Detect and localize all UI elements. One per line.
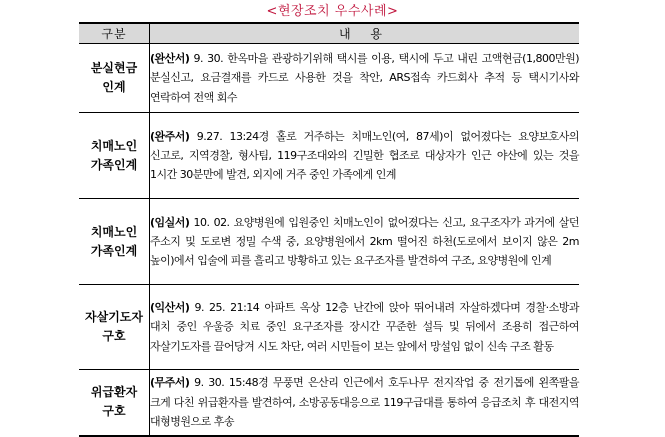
case-description: 9. 30. 15:48경 무풍면 은산리 인근에서 호두나무 전지작업 중 전기톱에 왼쪽팔을 크게 다친 위급환자를 발견하여, 소방공동대응으로 119구급대를 통하여 응급조치 후 대전지역 대형병원으로 후송 bbox=[150, 376, 579, 428]
row-category bbox=[79, 113, 150, 199]
case-description: 9.27. 13:24경 홀로 거주하는 치매노인(여, 87세)이 없어졌다는 요양보호사의 신고로, 지역경찰, 형사팀, 119구조대와의 긴밀한 협조로 대상자가 인근 야산에 있는 것을 1시간 30분만에 발견, 외지에 거주 중인 가족에게 인계 bbox=[150, 129, 579, 182]
column-header-category: 구분 bbox=[79, 23, 150, 44]
category-line: 가족인계 bbox=[90, 243, 138, 258]
category-line: 치매노인 bbox=[90, 138, 138, 153]
category-line: 인계 bbox=[102, 80, 126, 94]
table-row bbox=[79, 44, 579, 113]
police-office-label: (무주서) bbox=[150, 376, 190, 390]
police-office-label: (임실서) bbox=[150, 215, 190, 229]
category-line: 구호 bbox=[102, 329, 126, 343]
table-row bbox=[79, 199, 579, 285]
case-description: 9. 25. 21:14 아파트 옥상 12층 난간에 앉아 뛰어내려 자살하겠다며 경찰·소방과 대치 중인 우울증 치료 중인 요구조자를 장시간 꾸준한 설득 및 뒤에서 조용히 접근하여 자살기도자를 끌어당겨 시도 차단, 여러 시민들이 보는 앞에서 망설임 없이 신속 구조 활동 bbox=[150, 301, 579, 353]
row-category bbox=[79, 370, 150, 436]
table-row bbox=[79, 285, 579, 370]
table-header-row bbox=[79, 23, 579, 44]
category-line: 분실현금 bbox=[90, 61, 138, 75]
row-content bbox=[150, 285, 580, 370]
row-content bbox=[150, 199, 580, 285]
case-description: 10. 02. 요양병원에 입원중인 치매노인이 없어졌다는 신고, 요구조자가 과거에 살던 주소지 및 도로변 정밀 수색 중, 요양병원에서 2km 떨어진 하천(도로에서 보이지 않은 2m 높이)에서 입술에 피를 흘리고 방황하고 있는 요구조자를 발견하여 구조, 요양병원에 인계 bbox=[150, 215, 579, 268]
row-category bbox=[79, 285, 150, 370]
category-line: 구호 bbox=[102, 404, 126, 419]
category-line: 자살기도자 bbox=[85, 310, 143, 324]
row-category bbox=[79, 44, 150, 113]
table-row bbox=[79, 113, 579, 199]
row-content bbox=[150, 44, 580, 113]
page-title: <현장조치 우수사례> bbox=[266, 4, 399, 19]
column-header-content: 내 용 bbox=[150, 23, 580, 44]
best-practice-table bbox=[79, 22, 579, 437]
category-line: 위급환자 bbox=[90, 385, 138, 400]
row-category bbox=[79, 199, 150, 285]
category-line: 치매노인 bbox=[90, 224, 138, 239]
police-office-label: (완주서) bbox=[150, 129, 190, 143]
police-office-label: (완산서) bbox=[150, 52, 190, 66]
case-description: 9. 30. 한옥마을 관광하기위해 택시를 이용, 택시에 두고 내린 고액현금(1,800만원) 분실신고, 요금결재를 카드로 사용한 것을 착안, ARS접속 카드회사 추적 등 택시기사와 연락하여 전액 회수 bbox=[150, 52, 579, 104]
row-content bbox=[150, 370, 580, 436]
table-row bbox=[79, 370, 579, 436]
row-content bbox=[150, 113, 580, 199]
police-office-label: (익산서) bbox=[150, 301, 190, 315]
category-line: 가족인계 bbox=[90, 157, 138, 172]
